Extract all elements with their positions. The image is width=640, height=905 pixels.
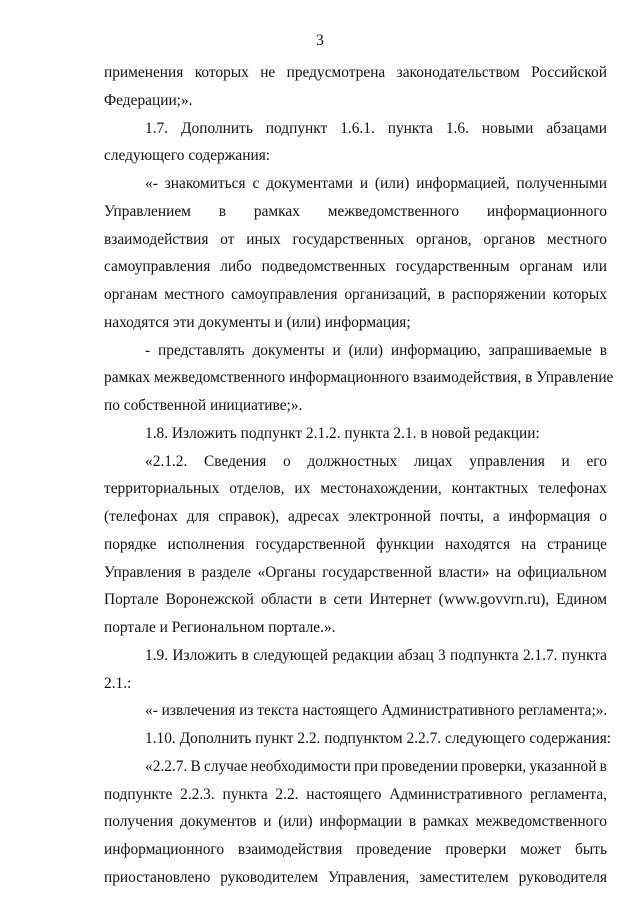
word: (телефонах — [104, 508, 178, 525]
word: местного — [546, 231, 607, 248]
word: и — [359, 175, 369, 192]
word: разделе — [201, 564, 252, 581]
word: исполнения — [167, 536, 245, 553]
word: органов — [483, 231, 536, 248]
text-line — [145, 174, 607, 194]
word: самоуправления — [104, 258, 211, 275]
word: которых — [194, 64, 249, 81]
word: полученными — [516, 175, 607, 192]
text-line — [104, 840, 607, 860]
word: проведение — [356, 841, 432, 858]
word: и — [561, 453, 570, 470]
word: (или) — [348, 342, 383, 359]
word: абзац — [397, 647, 434, 664]
text-line — [104, 202, 607, 222]
word: 1.7. — [145, 120, 169, 137]
word: проверки, — [461, 758, 527, 775]
word: не — [260, 64, 276, 81]
word: в — [187, 564, 196, 581]
word: государственной — [255, 536, 366, 553]
word: распоряжении — [451, 286, 546, 303]
word: пункта — [561, 647, 607, 664]
word: указанной — [529, 758, 597, 775]
word: Интернет — [369, 591, 432, 608]
text-line — [104, 285, 607, 305]
text-line — [104, 785, 607, 805]
word: Воронежской — [165, 591, 254, 608]
word: 2.2. — [275, 786, 299, 803]
word: пункта — [387, 120, 433, 137]
word: Управления — [104, 564, 182, 581]
word: Российской — [531, 64, 607, 81]
word: рамках — [422, 813, 469, 830]
word: Управлением — [104, 203, 191, 220]
word: в — [241, 647, 249, 664]
word: сети — [333, 591, 363, 608]
word: управления — [469, 453, 545, 470]
word: в — [218, 203, 227, 220]
word: или — [582, 258, 607, 275]
word: может — [520, 841, 562, 858]
text-line — [104, 63, 607, 83]
word: документов — [179, 813, 257, 830]
word: «- — [145, 175, 158, 192]
text-line: «- извлечения из текста настоящего Административного регламента;». — [145, 702, 608, 719]
word: в — [599, 758, 607, 775]
word: 1.6. — [445, 120, 469, 137]
text-line — [104, 230, 607, 250]
word: государственным — [395, 258, 510, 275]
text-line: следующего содержания: — [104, 147, 271, 164]
word: органам — [519, 258, 573, 275]
word: пункта — [222, 786, 268, 803]
word: взаимодействия — [237, 841, 343, 858]
word: быть — [575, 841, 607, 858]
word: власти» — [438, 564, 490, 581]
text-line: 1.10. Дополнить пункт 2.2. подпунктом 2.2.7. следующего содержания: — [145, 730, 612, 747]
word: на — [521, 536, 537, 553]
word: на — [495, 564, 512, 581]
text-line — [104, 507, 607, 527]
word: их — [294, 480, 311, 497]
word: проведении — [381, 758, 459, 775]
word: либо — [220, 258, 252, 275]
word: предусмотрена — [286, 64, 386, 81]
word: Управления, — [327, 869, 410, 886]
word: подпункт — [265, 120, 328, 137]
word: документы — [252, 342, 325, 359]
text-line — [145, 341, 607, 361]
word: настоящего — [306, 786, 382, 803]
word: и — [263, 813, 272, 830]
text-line — [145, 452, 607, 472]
text-line — [104, 535, 607, 555]
word: «2.1.2. — [145, 453, 188, 470]
word: (www.govvrn.ru), — [438, 591, 550, 608]
word: проверки — [445, 841, 507, 858]
word: следующей — [253, 647, 329, 664]
word: «Органы — [257, 564, 316, 581]
word: официальном — [517, 564, 607, 581]
word: должностных — [307, 453, 398, 470]
word: информации — [319, 813, 403, 830]
word: 2.1.7. — [522, 647, 558, 664]
word: государственных — [292, 231, 405, 248]
word: которых — [552, 286, 607, 303]
word: абзацами — [546, 120, 607, 137]
word: государственной — [322, 564, 432, 581]
word: Едином — [556, 591, 607, 608]
word: информационного — [486, 203, 607, 220]
word: от — [220, 231, 235, 248]
text-line — [104, 868, 607, 888]
text-line — [145, 757, 607, 777]
word: (или) — [278, 813, 313, 830]
word: новыми — [481, 120, 534, 137]
word: иных — [246, 231, 281, 248]
word: органам — [104, 286, 158, 303]
word: (или) — [374, 175, 410, 192]
word: представлять — [158, 342, 245, 359]
word: о — [599, 508, 607, 525]
word: 1.6.1. — [340, 120, 375, 137]
word: В — [190, 758, 201, 775]
word: отделов, — [229, 480, 285, 497]
word: для — [186, 508, 210, 525]
word: рамках — [253, 203, 300, 220]
text-line: рамках межведомственного информационного взаимодействия, в Управление — [104, 369, 614, 386]
word: территориальных — [104, 480, 220, 497]
page-number: 3 — [316, 32, 324, 49]
word: законодательством — [396, 64, 520, 81]
word: адресах — [288, 508, 340, 525]
text-line — [104, 812, 607, 832]
word: Изложить — [172, 647, 238, 664]
word: взаимодействия — [104, 231, 209, 248]
word: органов, — [416, 231, 472, 248]
word: функции — [376, 536, 434, 553]
word: 3 — [438, 647, 446, 664]
word: информационного — [104, 841, 225, 858]
word: местонахождении, — [320, 480, 442, 497]
word: редакции — [332, 647, 394, 664]
text-line — [145, 646, 607, 666]
text-line: 1.8. Изложить подпункт 2.1.2. пункта 2.1. в новой редакции: — [145, 425, 540, 442]
text-line: портале и Региональном портале.». — [104, 619, 336, 636]
text-line: Федерации;». — [104, 92, 193, 109]
word: при — [353, 758, 379, 775]
text-line: по собственной инициативе;». — [104, 397, 303, 414]
word: находятся — [444, 536, 511, 553]
word: - — [145, 342, 151, 359]
word: 2.2.3. — [180, 786, 215, 803]
word: электронной — [348, 508, 431, 525]
word: контактных — [451, 480, 529, 497]
word: получения — [104, 813, 174, 830]
word: заместителем — [419, 869, 509, 886]
word: справок), — [218, 508, 280, 525]
word: телефонах — [538, 480, 607, 497]
word: в — [437, 286, 445, 303]
word: а — [492, 508, 500, 525]
word: лицах — [413, 453, 453, 470]
word: подпункте — [104, 786, 173, 803]
word: подведомственных — [261, 258, 386, 275]
word: случае — [203, 758, 248, 775]
word: необходимости — [250, 758, 351, 775]
word: знакомиться — [164, 175, 246, 192]
word: подпункта — [450, 647, 519, 664]
word: Дополнить — [181, 120, 253, 137]
word: местного — [164, 286, 225, 303]
text-line — [145, 119, 607, 139]
word: и — [332, 342, 341, 359]
word: межведомственного — [327, 203, 460, 220]
text-line — [104, 590, 607, 610]
word: запрашиваемые — [488, 342, 592, 359]
word: руководителем — [220, 869, 319, 886]
text-line: 2.1.: — [104, 675, 132, 692]
word: в — [408, 813, 417, 830]
word: области — [260, 591, 313, 608]
word: с — [252, 175, 260, 192]
word: 1.9. — [145, 647, 169, 664]
text-line — [104, 563, 607, 583]
word: межведомственного — [475, 813, 607, 830]
word: странице — [547, 536, 607, 553]
word: информацию, — [390, 342, 481, 359]
word: «2.2.7. — [145, 758, 188, 775]
text-line: находятся эти документы и (или) информация; — [104, 314, 411, 331]
word: информацией, — [416, 175, 510, 192]
word: порядке — [104, 536, 157, 553]
word: в — [599, 342, 607, 359]
text-line — [104, 479, 607, 499]
word: руководителя — [518, 869, 607, 886]
text-line — [104, 257, 607, 277]
word: в — [319, 591, 327, 608]
word: применения — [104, 64, 184, 81]
word: почты, — [439, 508, 484, 525]
word: его — [586, 453, 607, 470]
word: организаций, — [344, 286, 431, 303]
word: приостановлено — [104, 869, 211, 886]
word: информация — [508, 508, 591, 525]
word: самоуправления — [231, 286, 338, 303]
word: Административного — [389, 786, 523, 803]
word: регламента, — [530, 786, 607, 803]
word: Сведения — [204, 453, 267, 470]
word: о — [283, 453, 291, 470]
word: документами — [266, 175, 353, 192]
word: Портале — [104, 591, 159, 608]
